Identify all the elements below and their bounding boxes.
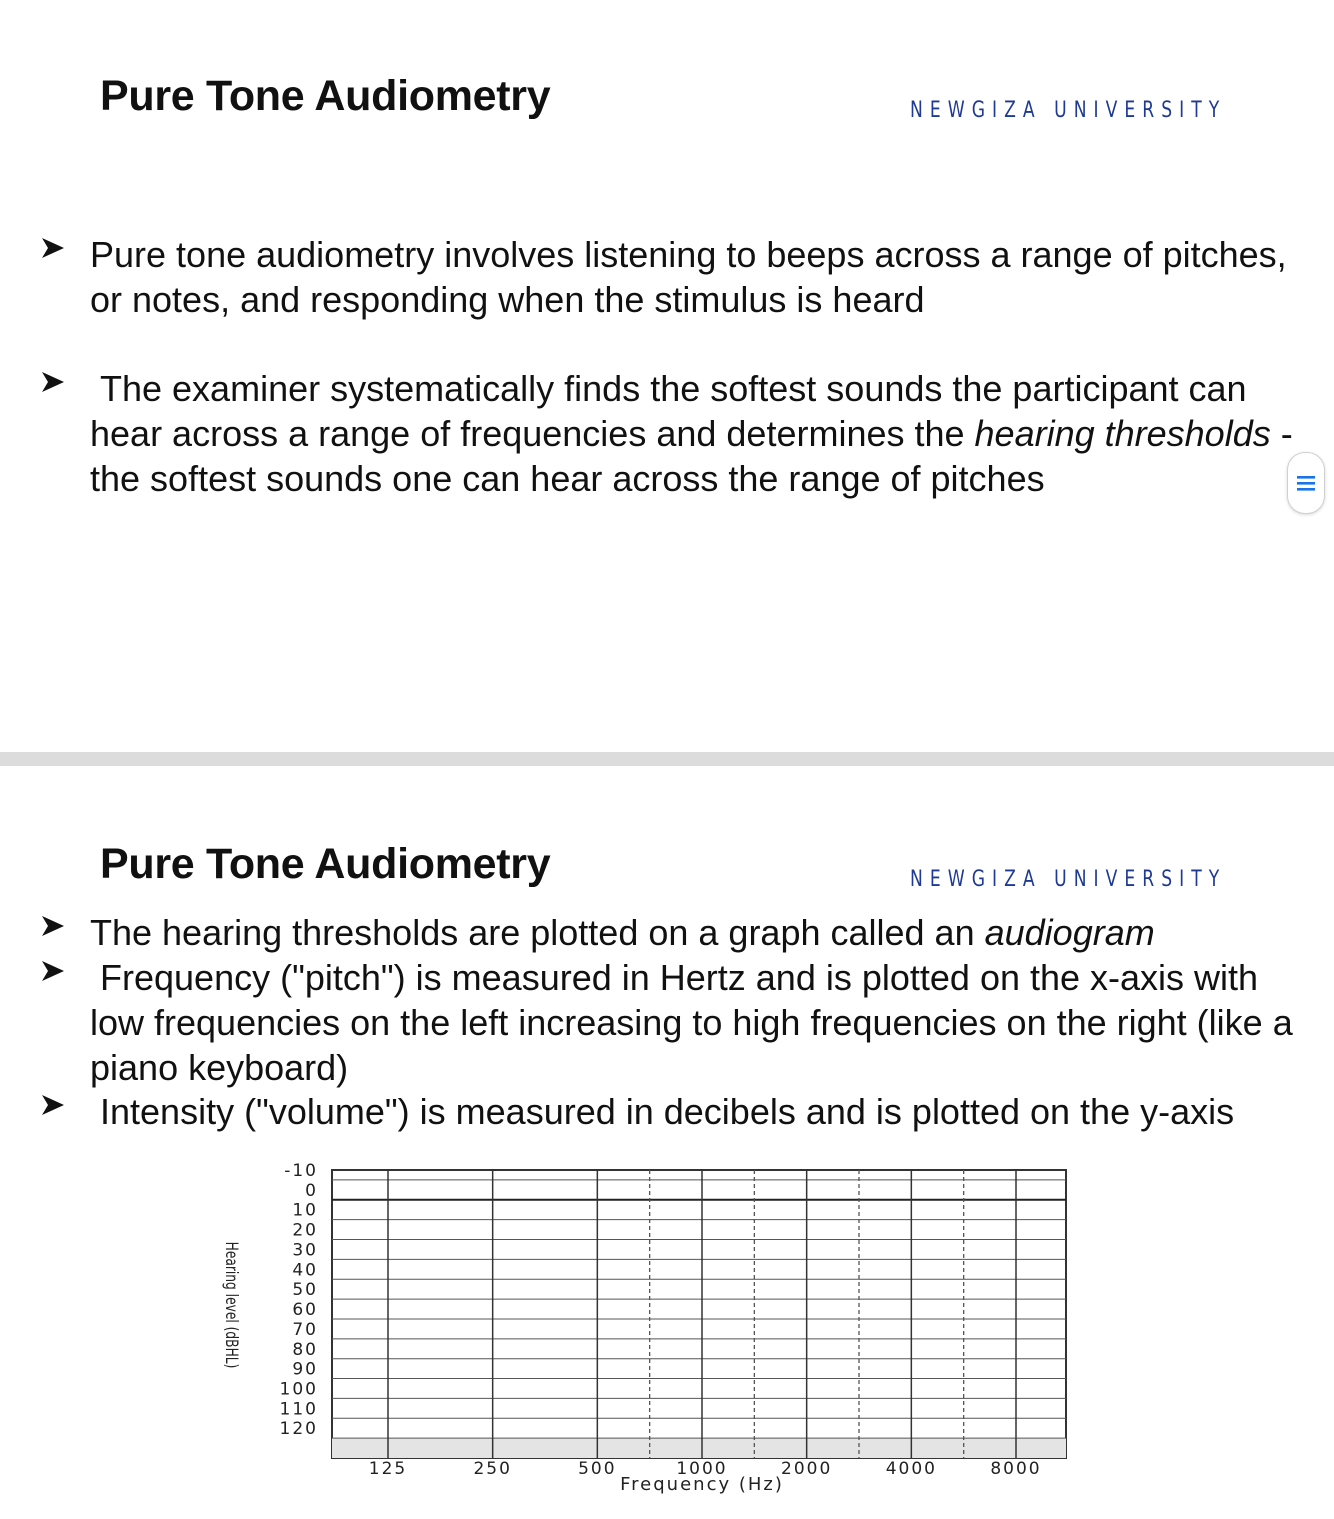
bullet-text — [90, 1089, 1310, 1134]
x-tick-label: 500 — [578, 1459, 617, 1479]
y-tick-label: 10 — [292, 1200, 318, 1221]
x-tick-label: 1000 — [676, 1459, 728, 1479]
chart-grid — [332, 1170, 1066, 1458]
x-tick-label: 4000 — [885, 1459, 937, 1479]
y-tick-label: 110 — [279, 1399, 318, 1420]
y-tick-label: 80 — [292, 1339, 318, 1360]
plot-area — [332, 1170, 1066, 1458]
bullet-item — [40, 955, 1310, 1090]
university-logo-text: NEWGIZA UNIVERSITY — [910, 98, 1227, 123]
bullet-text: Pure tone audiometry involves listening to beeps across a range of pitches, or notes, and responding when the stimulus is heard — [90, 234, 1287, 320]
y-tick-label: 100 — [279, 1379, 318, 1400]
bullet-text-part: The hearing thresholds are plotted on a graph called an — [90, 912, 985, 953]
y-tick-label: -10 — [284, 1161, 318, 1181]
bullet-item — [40, 366, 1310, 501]
slide-1 — [0, 0, 1334, 752]
bullet-text-part: - the softest sounds one can hear across the range of pitches — [90, 413, 1293, 499]
x-tick-label: 125 — [368, 1459, 408, 1479]
y-tick-label: 90 — [292, 1359, 318, 1380]
bullet-text-part: Intensity ("volume") is measured in decibels and is plotted on the y-axis — [100, 1091, 1235, 1132]
y-axis-label: Hearing level (dBHL) — [221, 1241, 241, 1369]
x-tick-label: 8000 — [990, 1459, 1042, 1479]
y-tick-label: 120 — [279, 1419, 318, 1440]
y-tick-label: 20 — [292, 1220, 318, 1241]
bullet-text-part: The examiner systematically finds the softest sounds the participant can hear across a range of frequencies and determines the — [90, 368, 1247, 454]
y-tick-label: 40 — [292, 1260, 318, 1281]
x-tick-label: 250 — [473, 1459, 512, 1479]
slide-1-title: Pure Tone Audiometry — [100, 72, 551, 120]
audiogram-chart — [190, 1150, 1090, 1500]
slide-2-title: Pure Tone Audiometry — [100, 840, 551, 888]
bullet-text — [90, 910, 1310, 955]
arrowhead-bullet-icon — [40, 1093, 66, 1117]
bullet-item — [40, 232, 1310, 322]
bullet-emphasis: audiogram — [984, 912, 1155, 953]
y-tick-labels — [280, 1161, 318, 1439]
bullet-item — [40, 910, 1310, 955]
bullet-text — [90, 366, 1310, 501]
arrowhead-bullet-icon — [40, 914, 66, 938]
bullet-item — [40, 1089, 1310, 1134]
bullet-emphasis: hearing thresholds — [974, 413, 1271, 454]
y-tick-label: 70 — [292, 1319, 318, 1340]
bullet-text-part: Frequency ("pitch") is measured in Hertz and is plotted on the x-axis with low frequencies on the left increasing to high frequencies on the right (like a piano keyboard) — [90, 957, 1293, 1088]
plot-bottom-band — [332, 1438, 1066, 1458]
arrowhead-bullet-icon — [40, 370, 66, 394]
hamburger-menu-icon — [1288, 453, 1324, 513]
slide-divider — [0, 752, 1334, 766]
y-tick-label: 60 — [292, 1300, 318, 1321]
x-axis-label: Frequency (Hz) — [620, 1474, 784, 1495]
side-menu-button[interactable] — [1287, 452, 1325, 514]
arrowhead-bullet-icon — [40, 959, 66, 983]
x-tick-label: 2000 — [781, 1459, 833, 1479]
arrowhead-bullet-icon — [40, 236, 66, 260]
bullet-text — [90, 955, 1310, 1090]
y-tick-label: 50 — [292, 1280, 318, 1301]
y-tick-label: 0 — [305, 1180, 318, 1201]
university-logo-text: NEWGIZA UNIVERSITY — [910, 867, 1227, 892]
y-tick-label: 30 — [292, 1240, 318, 1261]
